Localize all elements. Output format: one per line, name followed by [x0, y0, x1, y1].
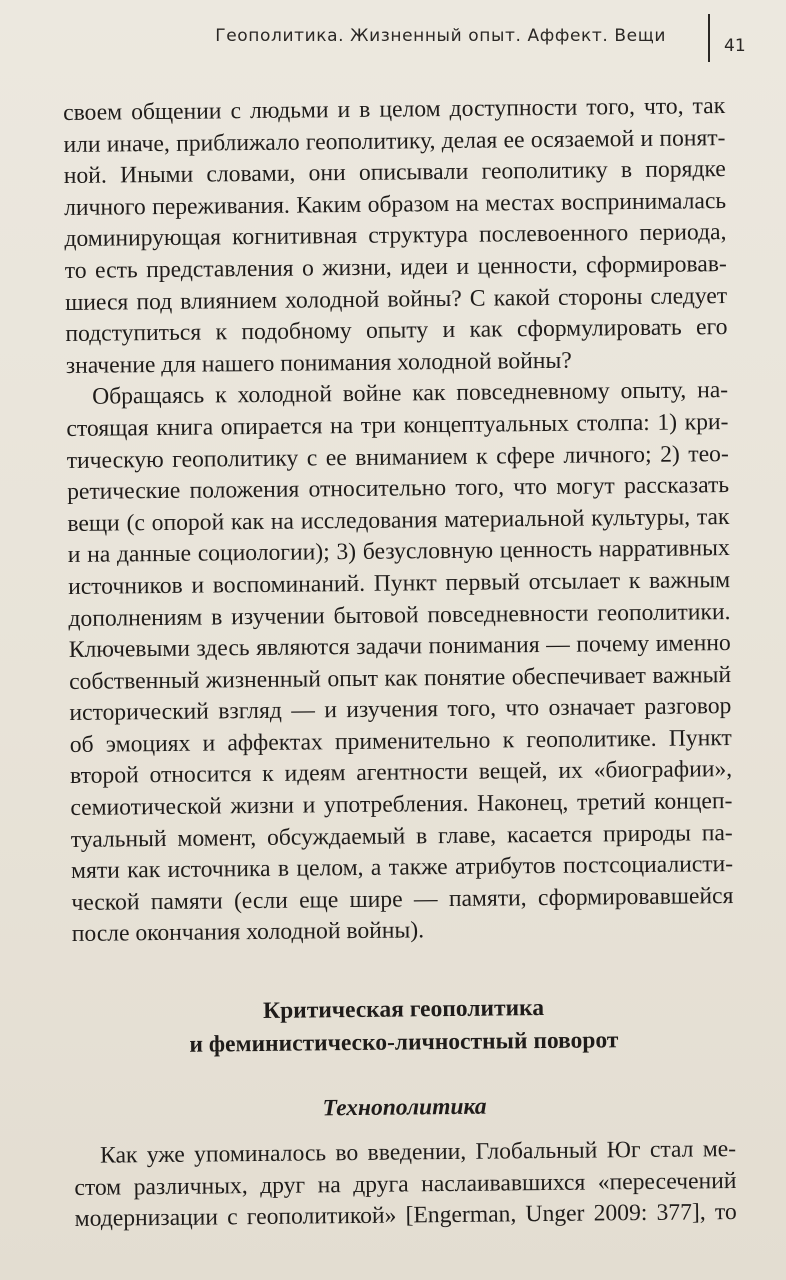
- text-line: семиотической жизни и употребления. Наконец, третий концеп-: [70, 788, 733, 822]
- text-line: второй относится к идеям агентности вещей, их «биографии»,: [69, 756, 733, 790]
- text-line: или иначе, приближало геополитику, делая ее осязаемой и понят-: [63, 124, 726, 158]
- spacer: [72, 944, 734, 997]
- text-line: ретические положения относительно того, что могут рассказать: [66, 472, 730, 506]
- text-line: своем общении с людьми и в целом доступности того, что, так: [63, 93, 726, 126]
- section-heading-line-2: и феминистическо-личностный поворот: [189, 1027, 619, 1058]
- text-line: шиеся под влиянием холодной войны? С какой стороны следует: [65, 282, 728, 316]
- text-line: подступиться к подобному опыту и как сформулировать его: [65, 314, 728, 348]
- text-line: модернизации с геополитикой» [Engerman, Unger 2009: 377], то: [74, 1199, 737, 1233]
- page-number: 41: [724, 36, 746, 56]
- paragraph-3: [74, 1134, 737, 1236]
- text-line: Ключевыми здесь являются задачи понимания — почему именно: [68, 630, 731, 664]
- text-line: то есть представления о жизни, идеи и ценности, сформировав-: [64, 251, 727, 284]
- text-line: личного переживания. Каким образом на местах воспринималась: [64, 187, 727, 221]
- text-line: Обращаясь к холодной войне как повседневному опыту, на-: [91, 377, 729, 411]
- text-line: после окончания холодной войны).: [71, 917, 425, 948]
- text-line: ческой памяти (если еще шире — памяти, сформировавшейся: [71, 882, 734, 916]
- header-divider: [708, 14, 710, 62]
- text-line: мяти как источника в целом, а также атрибутов постсоциалисти-: [70, 851, 734, 885]
- text-line: значение для нашего понимания холодной войны?: [65, 347, 572, 379]
- section-heading-line-1: Критическая геополитика: [262, 995, 545, 1024]
- text-line: исторический взгляд — и изучения того, что означает разговор: [69, 693, 732, 727]
- text-line: стом различных, друг на друга наслаивавшихся «пересечений: [74, 1167, 737, 1201]
- text-line: ной. Иными словами, они описывали геополитику в порядке: [63, 156, 726, 190]
- text-line: стоящая книга опирается на три концептуальных столпа: 1) кри-: [66, 408, 729, 442]
- running-head-title: Геополитика. Жизненный опыт. Аффект. Вещи: [215, 26, 666, 46]
- text-line: доминирующая когнитивная структура послевоенного периода,: [64, 219, 727, 253]
- paragraph-2: [66, 375, 734, 951]
- text-line: дополнениям в изучении бытовой повседневности геополитики.: [68, 598, 731, 632]
- paragraph-1: [63, 91, 728, 382]
- page-body: [63, 91, 737, 1236]
- text-line: источников и воспоминаний. Пункт первый отсылает к важным: [67, 566, 731, 600]
- section-heading: [72, 990, 735, 1063]
- text-line: тическую геополитику с ее вниманием к сфере личного; 2) тео-: [66, 440, 729, 474]
- text-line: собственный жизненный опыт как понятие обеспечивает важный: [68, 661, 732, 695]
- text-line: и на данные социологии); 3) безусловную ценность нарративных: [67, 535, 730, 569]
- text-line: Как уже упоминалось во введении, Глобальный Юг стал ме-: [99, 1136, 737, 1169]
- text-line: туальный момент, обсуждаемый в главе, касается природы па-: [70, 819, 733, 853]
- subsection-heading: Технополитика: [322, 1093, 487, 1122]
- text-line: об эмоциях и аффектах применительно к геополитике. Пункт: [69, 724, 732, 758]
- text-line: вещи (с опорой как на исследования материальной культуры, так: [67, 503, 730, 537]
